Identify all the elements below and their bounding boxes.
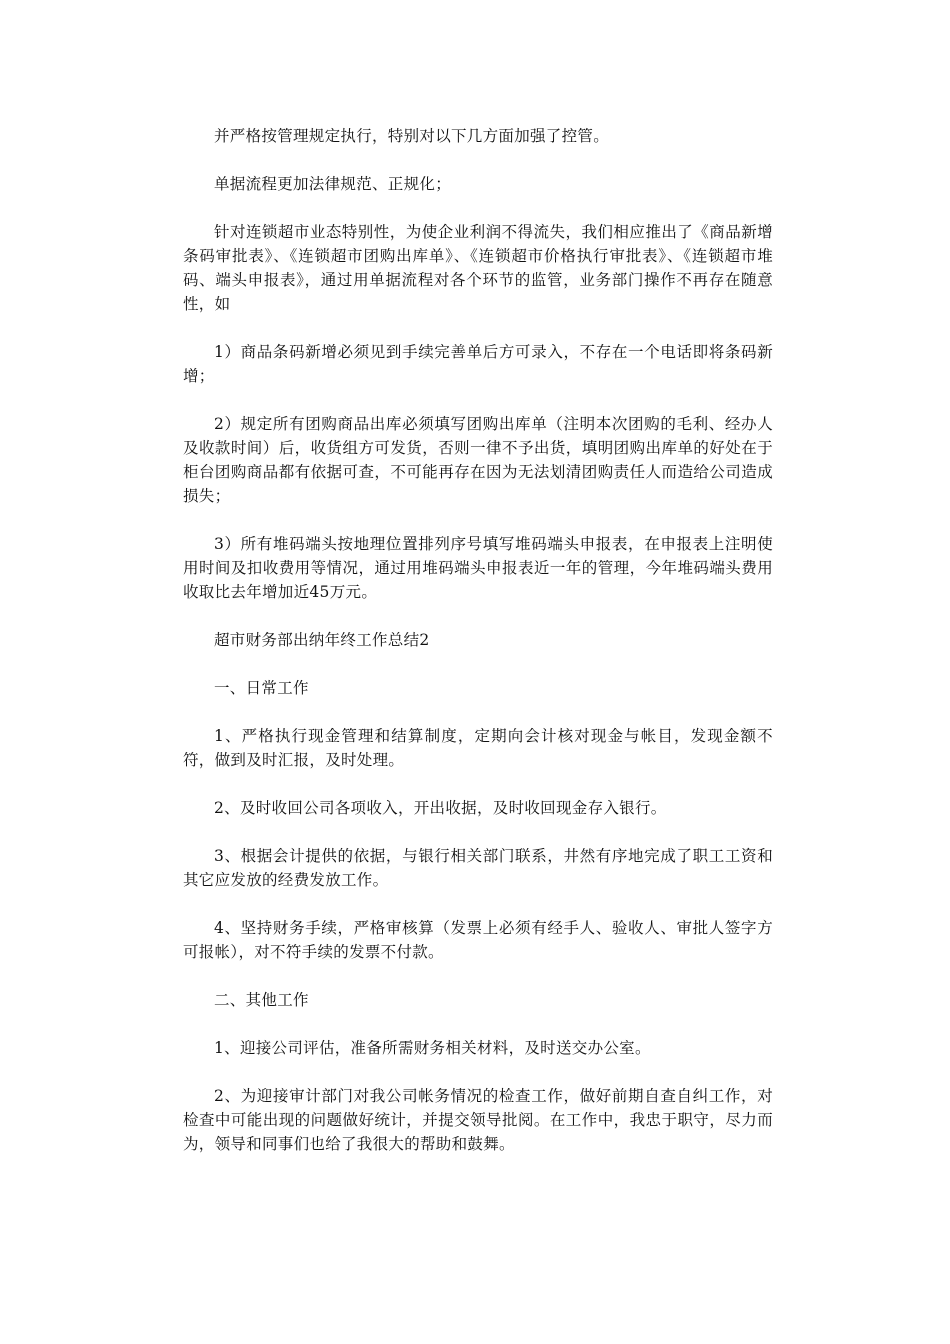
paragraph: 2）规定所有团购商品出库必须填写团购出库单（注明本次团购的毛利、经办人及收款时间）后，收货组方可发货，否则一律不予出货，填明团购出库单的好处在于柜台团购商品都有依据可查，不可能再存在因为无法划清团购责任人而造给公司造成损失； bbox=[183, 415, 773, 505]
paragraph: 4、坚持财务手续，严格审核算（发票上必须有经手人、验收人、审批人签字方可报帐），对不符手续的发票不付款。 bbox=[183, 919, 773, 961]
paragraph: 1、严格执行现金管理和结算制度，定期向会计核对现金与帐目，发现金额不符，做到及时汇报，及时处理。 bbox=[183, 727, 773, 769]
paragraph: 3、根据会计提供的依据，与银行相关部门联系，井然有序地完成了职工工资和其它应发放的经费发放工作。 bbox=[183, 847, 773, 889]
paragraph: 单据流程更加法律规范、正规化； bbox=[214, 175, 452, 193]
paragraph: 3）所有堆码端头按地理位置排列序号填写堆码端头申报表，在申报表上注明使用时间及扣收费用等情况，通过用堆码端头申报表近一年的管理，今年堆码端头费用收取比去年增加近45万元。 bbox=[183, 535, 773, 601]
paragraph: 1、迎接公司评估，准备所需财务相关材料，及时送交办公室。 bbox=[214, 1039, 651, 1057]
paragraph: 并严格按管理规定执行，特别对以下几方面加强了控管。 bbox=[214, 127, 610, 145]
section-heading: 一、日常工作 bbox=[214, 679, 309, 697]
section-title: 超市财务部出纳年终工作总结2 bbox=[214, 631, 430, 649]
paragraph: 1）商品条码新增必须见到手续完善单后方可录入，不存在一个电话即将条码新增； bbox=[183, 343, 773, 385]
paragraph: 2、为迎接审计部门对我公司帐务情况的检查工作，做好前期自查自纠工作，对检查中可能出现的问题做好统计，并提交领导批阅。在工作中，我忠于职守，尽力而为，领导和同事们也给了我很大的帮助和鼓舞。 bbox=[183, 1087, 773, 1153]
section-heading: 二、其他工作 bbox=[214, 991, 309, 1009]
document-body bbox=[183, 124, 773, 1180]
paragraph: 2、及时收回公司各项收入，开出收据，及时收回现金存入银行。 bbox=[214, 799, 667, 817]
paragraph: 针对连锁超市业态特别性，为使企业利润不得流失，我们相应推出了《商品新增条码审批表》、《连锁超市团购出库单》、《连锁超市价格执行审批表》、《连锁超市堆码、端头申报表》，通过用单据流程对各个环节的监管，业务部门操作不再存在随意性，如 bbox=[183, 223, 773, 313]
